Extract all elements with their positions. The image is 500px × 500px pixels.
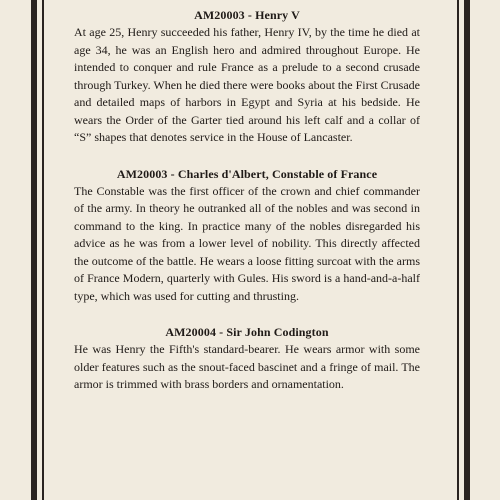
right-border-thin: [457, 0, 459, 500]
entry-henry-v: [74, 8, 420, 147]
right-border-thick: [464, 0, 470, 500]
entry-title: AM20003 - Henry V: [194, 8, 300, 22]
entry-description: At age 25, Henry succeeded his father, Henry IV, by the time he died at age 34, he was an English hero and admired throughout Europe. He intended to conquer and rule France as a prelude to a second crusade through Turkey. When he died there were books about the First Crusade and detailed maps of harbors in Egypt and Syria at his bedside. He wears the Order of the Garter tied around his left calf and a collar of “S” shapes that denotes service in the House of Lancaster.: [74, 25, 420, 144]
document-content: [74, 8, 420, 394]
entry-title: AM20004 - Sir John Codington: [165, 325, 329, 339]
left-border-thick: [31, 0, 37, 500]
entry-sir-john-codington: [74, 325, 420, 394]
entry-description: The Constable was the first officer of the crown and chief commander of the army. In theory he outranked all of the nobles and was second in command to the king. In practice many of the nobles disregarded his advice as he was from a lower level of nobility. This directly affected the outcome of the battle. He wears a loose fitting surcoat with the arms of France Modern, quarterly with Gules. His sword is a hand-and-a-half type, which was used for cutting and thrusting.: [74, 183, 420, 303]
entry-charles-dalbert: [74, 167, 420, 306]
entry-description: He was Henry the Fifth's standard-bearer. He wears armor with some older features such as the snout-faced bascinet and a fringe of mail. The armor is trimmed with brass borders and ornamentation.: [74, 342, 420, 391]
left-border-thin: [42, 0, 44, 500]
entry-title: AM20003 - Charles d'Albert, Constable of France: [116, 166, 378, 181]
